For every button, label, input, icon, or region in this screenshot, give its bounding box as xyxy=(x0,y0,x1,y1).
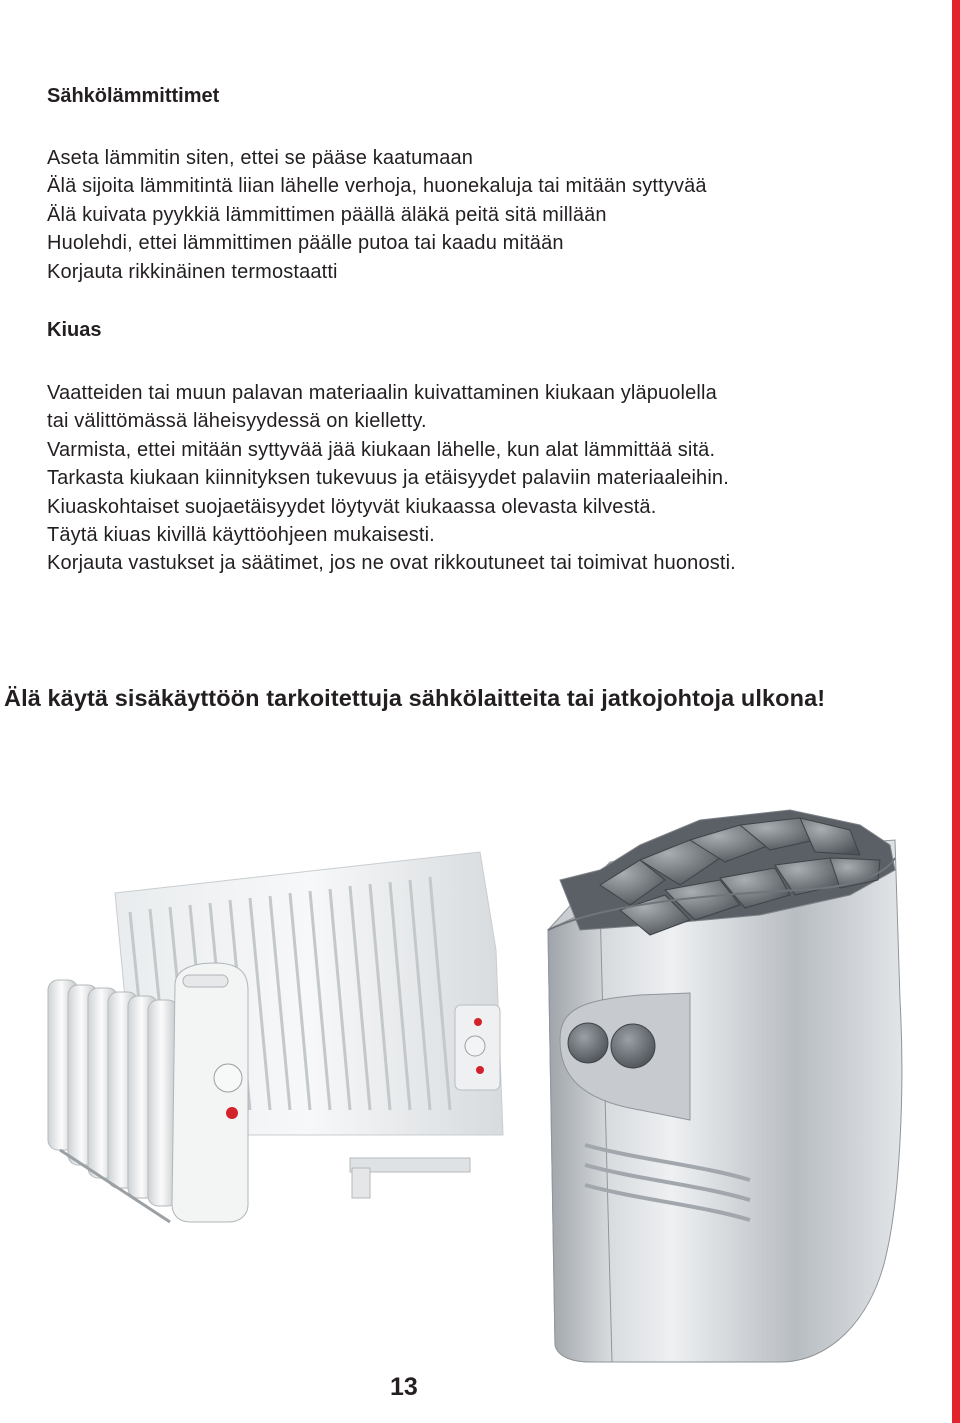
list-item: Vaatteiden tai muun palavan materiaalin kuivattaminen kiukaan yläpuolella xyxy=(47,382,717,404)
thermostat-dial-icon xyxy=(465,1036,485,1056)
list-item: Varmista, ettei mitään syttyvää jää kiukaan lähelle, kun alat lämmittää sitä. xyxy=(47,438,716,461)
stove-list xyxy=(47,379,736,578)
heading-electric-heaters: Sähkölämmittimet xyxy=(47,85,220,107)
list-item: Täytä kiuas kivillä käyttöohjeen mukaisesti. xyxy=(47,524,435,547)
list-item: Älä sijoita lämmitintä liian lähelle verhoja, huonekaluja tai mitään syttyvää xyxy=(47,175,707,198)
control-knob-icon xyxy=(611,1024,655,1068)
list-item: Korjauta vastukset ja säätimet, jos ne ovat rikkoutuneet tai toimivat huonosti. xyxy=(47,552,736,575)
indicator-light-icon xyxy=(474,1018,482,1026)
list-item: Älä kuivata pyykkiä lämmittimen päällä äläkä peitä sitä millään xyxy=(47,203,607,226)
oil-radiator xyxy=(48,963,248,1222)
list-item: Kiuaskohtaiset suojaetäisyydet löytyvät kiukaassa olevasta kilvestä. xyxy=(47,495,657,518)
heaters-illustration xyxy=(0,770,960,1370)
sauna-stove xyxy=(548,810,902,1362)
outdoor-warning: Älä käytä sisäkäyttöön tarkoitettuja sähkölaitteita tai jatkojohtoja ulkona! xyxy=(4,685,826,711)
list-item: Tarkasta kiukaan kiinnityksen tukevuus ja etäisyydet palaviin materiaaleihin. xyxy=(47,467,729,490)
page-number: 13 xyxy=(390,1373,418,1401)
control-knob-icon xyxy=(568,1023,608,1063)
electric-heaters-list xyxy=(47,144,707,286)
list-item: Aseta lämmitin siten, ettei se pääse kaatumaan xyxy=(47,147,474,169)
list-item: Korjauta rikkinäinen termostaatti xyxy=(47,260,338,283)
list-item: tai välittömässä läheisyydessä on kielletty. xyxy=(47,410,427,433)
list-item: Huolehdi, ettei lämmittimen päälle putoa tai kaadu mitään xyxy=(47,232,564,255)
heading-stove: Kiuas xyxy=(47,319,102,341)
